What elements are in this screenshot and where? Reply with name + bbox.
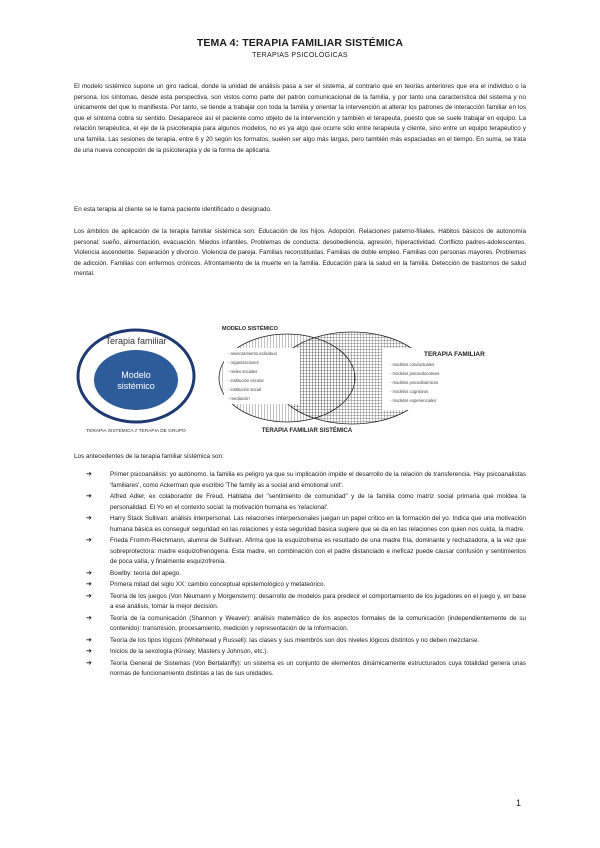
left-item: - asesoramiento individual (228, 351, 277, 356)
arrow-bullet-icon: ➔ (86, 471, 92, 478)
list-item (86, 614, 526, 635)
list-item (86, 636, 526, 647)
left-figure-caption: TERAPIA SISTÉMICA ≠ TERAPIA DE GRUPO (86, 429, 186, 434)
list-item-text: Alfred Adler, ex colaborador de Freud. Hablaba del "sentimiento de comunidad" y de la familia como matriz social primaria que moldea la personalidad. El Yo en el contexto social: la motivación humana es 'relacional'. (110, 493, 526, 511)
left-item: - redes sociales (228, 369, 258, 374)
document-title: TEMA 4: TERAPIA FAMILIAR SISTÉMICA (196, 37, 404, 49)
right-venn-title: TERAPIA FAMILIAR (424, 351, 485, 358)
list-item-text: Harry Stack Sullivan: análisis interpersonal. Las relaciones interpersonales juegan un papel crítico en la formación del yo. Indica que una motivación humana básica es conseguir seguridad en las relaciones y esta seguridad básica sugiere que se da en las relaciones con quien nos cuida, la madre. (110, 515, 526, 533)
list-item (86, 470, 526, 491)
arrow-bullet-icon: ➔ (86, 659, 92, 667)
outer-ellipse-label: Terapia familiar (105, 336, 167, 346)
list-item (86, 514, 526, 535)
figure-svg (72, 322, 528, 434)
list-item (86, 659, 526, 680)
list-item-text: Primera mitad del siglo XX: cambio conceptual epistemológico y metateórico. (110, 581, 326, 588)
left-venn-title: MODELO SISTÉMICO (222, 326, 278, 332)
left-item: - mediación (228, 396, 250, 401)
list-item-text: Teoría de los juegos (Von Neumann y Morgenstern): desarrollo de modelos para predecir el comportamiento de los jugadores en el juego y, en base a ese análisis, tomar la mejor decisión. (110, 592, 526, 610)
left-item: - institución social (228, 387, 262, 392)
arrow-bullet-icon: ➔ (86, 515, 92, 522)
list-item-text: Bowlby: teoría del apego. (110, 569, 182, 577)
paragraph-patient: En esta terapia al cliente se le llama paciente identificado o designado. (74, 206, 272, 213)
right-item: - modelos psicoeducativos (390, 371, 440, 376)
arrow-bullet-icon: ➔ (86, 648, 92, 655)
arrow-bullet-icon: ➔ (86, 581, 92, 588)
inner-ellipse-label-line2: sistémico (117, 381, 155, 391)
bottom-venn-title: TERAPIA FAMILIAR SISTÉMICA (261, 428, 353, 434)
arrow-bullet-icon: ➔ (86, 614, 92, 622)
left-item: - organizaciones (228, 360, 259, 365)
right-item: - modelos cognitivos (390, 389, 429, 394)
inner-ellipse-label-line1: Modelo (121, 370, 151, 380)
paragraph-scope: Los ámbitos de aplicación de la terapia familiar sistémica son: Educación de los hijos. Adopción. Relaciones paterno-filiales. Hábitos básicos de autonomía personal: sueño, alimentación, evacuación. Miedos infantiles. Problemas de conducta: desobediencia, agresión, hiperactividad. Conflicto padres-adolescentes. Violencia ascendente. Separación y divorcio. Violencia de pareja. Familias reconstituidas. Familias de doble empleo. Familias con personas mayores. Problemas de adicción. Familias con enfermos crónicos. Afrontamiento de la muerte en la familia. Educación para la salud en la familia. Detección de trastornos de salud mental. (74, 228, 526, 278)
right-item: - modelos conductuales (390, 362, 435, 367)
list-item (86, 580, 526, 591)
antecedentes-list (86, 470, 526, 681)
document-subtitle: TERAPIAS PSICOLÓGICAS (252, 52, 348, 59)
arrow-bullet-icon: ➔ (86, 592, 92, 600)
paragraph-intro: El modelo sistémico supone un giro radical, donde la unidad de análisis pasa a ser el sistema, al contrario que en teorías anteriores que era el individuo o la persona. los síntomas, desde esta perspectiva, son vistos como parte del patrón comunicacional de la familia, y por tanto una característica del sistema y no únicamente del que lo manifiesta. Por tanto, se tiende a trabajar con toda la familia y orientar la intervención al alterar los patrones de interacción familiar en los que el síntoma cobra su sentido. Desaparece así el paciente como objeto de la intervención y también el terapeuta, puesto que se suele trabajar en equipo. La relación terapéutica, el eje de la psicoterapia para algunos modelos, no es ya algo que ocurre sólo entre terapeuta y cliente, sino entre un equipo terapéutico y una familia. Las sesiones de terapia, entre 6 y 20 según los formatos, suelen ser algo más largas, pero también más espaciadas en el tiempo. En suma, se trata de una nueva concepción de la psicoterapia y de la forma de aplicarla. (74, 83, 526, 154)
right-item: - modelos experienciales (390, 398, 437, 403)
arrow-bullet-icon: ➔ (86, 493, 92, 500)
left-item: - institución escolar (228, 378, 264, 383)
right-item: - modelos psicodinámicos (390, 380, 439, 385)
list-item-text: Frieda Fromm-Reichmann, alumna de Sullivan. Afirma que la esquizofrenia es resultado de una madre fría, dominante y rechazadora, a la vez que sobreprotectora: madre esquizofrenógena. Esta madre, en combinación con el padre distanciado e ineficaz puede causar confusión y sentimientos de poca valía, y finalmente esquizofrenia. (110, 537, 526, 565)
list-item-text: Primer psicoanálisis: yo autónomo. la familia es peligro ya que su implicación impide el desarrollo de la relación de transferencia. Hay psicoanalistas 'familiares', como Ackerman que escribió 'The family as a social and emotional unit'. (110, 471, 526, 489)
list-item (86, 569, 526, 580)
list-item (86, 592, 526, 613)
list-item-text: Teoría de la comunicación (Shannon y Weaver): análisis matemático de los aspectos formales de la comunicación (independientemente de su contenido): transmisión, procesamiento, medición y representación de la información. (110, 614, 526, 632)
list-item-text: Teoría de los tipos lógicos (Whitehead y Russell): las clases y sus miembros son dos niveles lógicos distintos y no deben mezclarse. (110, 636, 480, 644)
arrow-bullet-icon: ➔ (86, 569, 92, 577)
arrow-bullet-icon: ➔ (86, 636, 92, 644)
arrow-bullet-icon: ➔ (86, 537, 92, 544)
list-item-text: Inicios de la sexología (Kinsey, Masters y Johnson, etc.). (110, 648, 269, 655)
inner-ellipse-modelo-sistemico (94, 350, 178, 410)
list-item-text: Teoría General de Sistemas (Von Bertalanffy): un sistema es un conjunto de elementos dinámicamente estructurados cuya totalidad genera unas normas de funcionamiento distintas a las de sus unidades. (110, 659, 526, 677)
list-item (86, 647, 526, 658)
figure-area (72, 322, 528, 434)
list-item (86, 492, 526, 513)
list-item (86, 536, 526, 568)
antecedentes-intro: Los antecedentes de la terapia familiar sistémica son: (74, 453, 224, 460)
page-number: 1 (516, 798, 522, 808)
